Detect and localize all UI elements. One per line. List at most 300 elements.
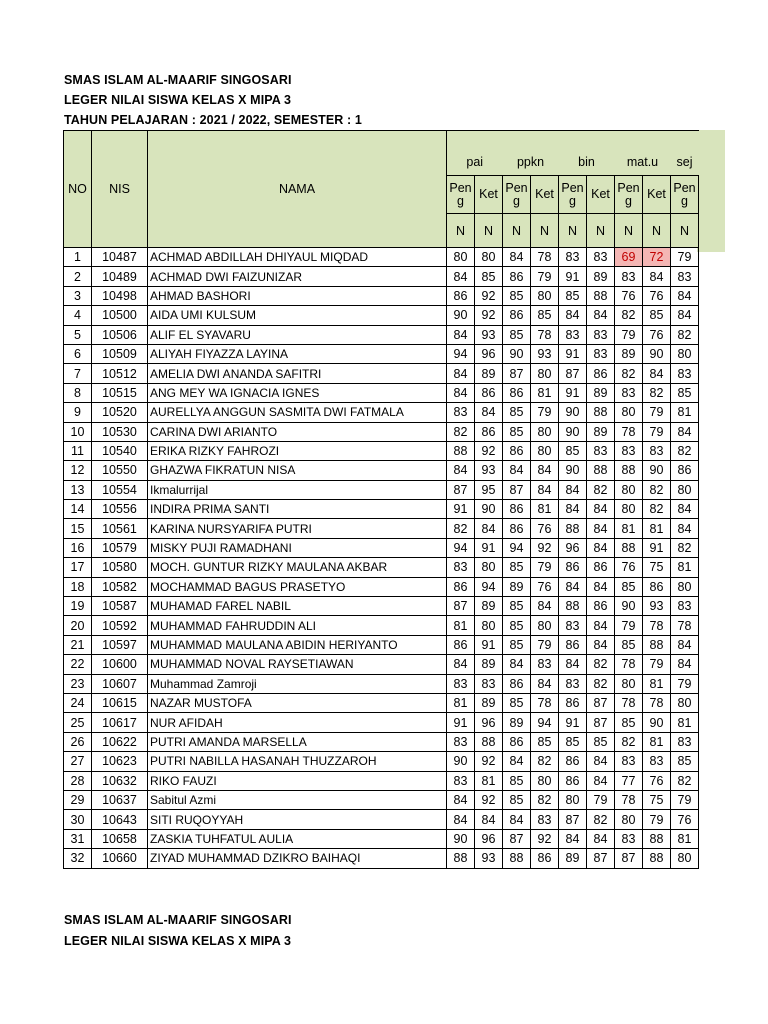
score-cell: 83: [587, 248, 615, 267]
row-no: 15: [64, 519, 92, 538]
row-nama: MUHAMMAD FAHRUDDIN ALI: [148, 616, 447, 635]
score-cell: 88: [643, 829, 671, 848]
row-nama: MOCHAMMAD BAGUS PRASETYO: [148, 577, 447, 596]
score-cell: 84: [531, 461, 559, 480]
score-cell: 88: [447, 441, 475, 460]
row-no: 4: [64, 306, 92, 325]
score-cell: 80: [531, 422, 559, 441]
score-cell: 77: [615, 771, 643, 790]
score-cell: 83: [643, 752, 671, 771]
subject-pai: pai: [447, 149, 503, 176]
score-cell: 84: [587, 519, 615, 538]
score-cell: 86: [503, 306, 531, 325]
col-header-peng: Pen g: [615, 176, 643, 214]
score-cell: 84: [447, 267, 475, 286]
score-cell: 84: [447, 790, 475, 809]
table-row: [64, 713, 699, 732]
score-cell: 82: [643, 500, 671, 519]
row-no: 22: [64, 655, 92, 674]
score-cell: 87: [447, 480, 475, 499]
row-no: 1: [64, 248, 92, 267]
score-cell: 84: [447, 461, 475, 480]
score-cell: 76: [643, 771, 671, 790]
score-cell: 84: [503, 810, 531, 829]
table-row: [64, 422, 699, 441]
score-cell: 86: [503, 383, 531, 402]
col-header-ket: Ket: [587, 176, 615, 214]
row-nis: 10520: [92, 403, 148, 422]
table-row: [64, 441, 699, 460]
row-nama: AMELIA DWI ANANDA SAFITRI: [148, 364, 447, 383]
row-no: 17: [64, 558, 92, 577]
score-cell: 91: [559, 344, 587, 363]
row-nis: 10615: [92, 693, 148, 712]
score-cell: 84: [643, 267, 671, 286]
score-cell: 92: [475, 752, 503, 771]
row-no: 27: [64, 752, 92, 771]
score-cell: 83: [531, 655, 559, 674]
score-cell: 79: [671, 248, 699, 267]
score-cell: 83: [531, 810, 559, 829]
row-nis: 10509: [92, 344, 148, 363]
table-row: [64, 403, 699, 422]
score-cell: 82: [671, 325, 699, 344]
row-nama: ERIKA RIZKY FAHROZI: [148, 441, 447, 460]
row-nis: 10489: [92, 267, 148, 286]
table-row: [64, 655, 699, 674]
score-cell: 80: [531, 441, 559, 460]
row-nis: 10579: [92, 538, 148, 557]
score-cell: 83: [643, 441, 671, 460]
row-nama: CARINA DWI ARIANTO: [148, 422, 447, 441]
row-no: 7: [64, 364, 92, 383]
score-cell: 84: [531, 480, 559, 499]
score-cell: 84: [559, 500, 587, 519]
score-cell: 90: [559, 403, 587, 422]
score-cell: 82: [615, 732, 643, 751]
score-cell: 80: [671, 849, 699, 868]
score-cell: 86: [559, 693, 587, 712]
score-cell: 88: [559, 597, 587, 616]
score-cell: 84: [587, 306, 615, 325]
score-cell: 72: [643, 248, 671, 267]
row-no: 23: [64, 674, 92, 693]
score-cell: 84: [587, 577, 615, 596]
score-cell: 80: [559, 790, 587, 809]
score-cell: 92: [475, 286, 503, 305]
score-cell: 87: [587, 849, 615, 868]
score-cell: 75: [643, 790, 671, 809]
score-cell: 83: [587, 325, 615, 344]
score-cell: 81: [475, 771, 503, 790]
score-cell: 80: [615, 403, 643, 422]
score-cell: 86: [559, 771, 587, 790]
score-cell: 79: [615, 325, 643, 344]
table-row: [64, 732, 699, 751]
score-cell: 79: [531, 635, 559, 654]
score-cell: 82: [587, 480, 615, 499]
score-cell: 88: [615, 538, 643, 557]
score-cell: 76: [531, 577, 559, 596]
score-cell: 83: [615, 829, 643, 848]
grade-table: [63, 130, 699, 869]
row-nis: 10607: [92, 674, 148, 693]
table-row: [64, 267, 699, 286]
score-cell: 90: [503, 344, 531, 363]
score-cell: 76: [615, 558, 643, 577]
row-nis: 10540: [92, 441, 148, 460]
score-cell: 88: [643, 635, 671, 654]
row-nama: ACHMAD ABDILLAH DHIYAUL MIQDAD: [148, 248, 447, 267]
table-row: [64, 829, 699, 848]
col-header-peng: Pen g: [447, 176, 475, 214]
score-cell: 90: [475, 500, 503, 519]
col-header-no: NO: [64, 131, 92, 248]
score-cell: 81: [615, 519, 643, 538]
score-cell: 78: [615, 693, 643, 712]
score-cell: 86: [503, 267, 531, 286]
score-cell: 85: [615, 713, 643, 732]
score-cell: 89: [587, 267, 615, 286]
row-nama: Muhammad Zamroji: [148, 674, 447, 693]
score-cell: 89: [503, 713, 531, 732]
score-cell: 89: [587, 383, 615, 402]
score-cell: 85: [615, 635, 643, 654]
score-cell: 84: [671, 422, 699, 441]
row-no: 19: [64, 597, 92, 616]
score-cell: 87: [587, 693, 615, 712]
score-cell: 88: [587, 286, 615, 305]
score-cell: 83: [559, 674, 587, 693]
score-cell: 88: [615, 461, 643, 480]
score-cell: 76: [643, 286, 671, 305]
score-cell: 94: [531, 713, 559, 732]
row-no: 2: [64, 267, 92, 286]
score-cell: 84: [587, 829, 615, 848]
row-no: 11: [64, 441, 92, 460]
score-cell: 90: [643, 461, 671, 480]
row-nama: NAZAR MUSTOFA: [148, 693, 447, 712]
cut-off-header-fill: [697, 130, 725, 252]
score-cell: 86: [447, 286, 475, 305]
score-cell: 85: [643, 306, 671, 325]
score-cell: 86: [559, 558, 587, 577]
score-cell: 85: [531, 732, 559, 751]
score-cell: 96: [475, 829, 503, 848]
score-cell: 80: [475, 616, 503, 635]
score-cell: 80: [615, 674, 643, 693]
score-cell: 83: [559, 325, 587, 344]
score-cell: 85: [559, 441, 587, 460]
score-cell: 79: [615, 616, 643, 635]
col-header-ket: Ket: [475, 176, 503, 214]
row-nama: NUR AFIDAH: [148, 713, 447, 732]
score-cell: 78: [615, 655, 643, 674]
score-cell: 83: [447, 732, 475, 751]
score-cell: 89: [587, 422, 615, 441]
row-nis: 10623: [92, 752, 148, 771]
score-cell: 90: [447, 306, 475, 325]
score-cell: 86: [587, 558, 615, 577]
table-row: [64, 558, 699, 577]
table-row: [64, 771, 699, 790]
row-nama: ALIYAH FIYAZZA LAYINA: [148, 344, 447, 363]
col-header-ket: Ket: [643, 176, 671, 214]
score-cell: 80: [671, 344, 699, 363]
score-cell: 81: [447, 693, 475, 712]
table-row: [64, 383, 699, 402]
score-cell: 82: [531, 790, 559, 809]
row-nis: 10582: [92, 577, 148, 596]
col-header-n: N: [475, 214, 503, 248]
score-cell: 80: [447, 248, 475, 267]
score-cell: 84: [475, 403, 503, 422]
score-cell: 84: [587, 635, 615, 654]
col-header-peng: Pen g: [559, 176, 587, 214]
score-cell: 84: [671, 635, 699, 654]
row-no: 6: [64, 344, 92, 363]
score-cell: 83: [615, 383, 643, 402]
score-cell: 78: [531, 248, 559, 267]
score-cell: 94: [447, 344, 475, 363]
score-cell: 85: [503, 558, 531, 577]
score-cell: 84: [587, 500, 615, 519]
score-cell: 91: [559, 383, 587, 402]
score-cell: 90: [559, 461, 587, 480]
score-cell: 88: [643, 849, 671, 868]
score-cell: 88: [447, 849, 475, 868]
score-cell: 85: [503, 325, 531, 344]
score-cell: 84: [559, 829, 587, 848]
score-cell: 84: [559, 655, 587, 674]
col-header-n: N: [447, 214, 475, 248]
score-cell: 84: [447, 383, 475, 402]
row-nis: 10550: [92, 461, 148, 480]
score-cell: 93: [475, 325, 503, 344]
score-cell: 83: [615, 267, 643, 286]
score-cell: 91: [559, 713, 587, 732]
score-cell: 90: [447, 752, 475, 771]
score-cell: 82: [643, 480, 671, 499]
school-name: SMAS ISLAM AL-MAARIF SINGOSARI: [64, 73, 292, 87]
table-row: [64, 810, 699, 829]
score-cell: 84: [587, 538, 615, 557]
table-row: [64, 538, 699, 557]
score-cell: 87: [559, 810, 587, 829]
score-cell: 87: [559, 364, 587, 383]
score-cell: 80: [671, 480, 699, 499]
row-no: 8: [64, 383, 92, 402]
score-cell: 84: [447, 364, 475, 383]
score-cell: 78: [643, 616, 671, 635]
score-cell: 89: [559, 849, 587, 868]
score-cell: 92: [531, 829, 559, 848]
row-no: 20: [64, 616, 92, 635]
row-nama: MISKY PUJI RAMADHANI: [148, 538, 447, 557]
score-cell: 79: [531, 267, 559, 286]
score-cell: 84: [559, 306, 587, 325]
score-cell: 96: [475, 713, 503, 732]
row-nama: MUHAMMAD MAULANA ABIDIN HERIYANTO: [148, 635, 447, 654]
row-no: 10: [64, 422, 92, 441]
score-cell: 81: [671, 403, 699, 422]
score-cell: 86: [447, 635, 475, 654]
score-cell: 93: [475, 849, 503, 868]
score-cell: 84: [503, 752, 531, 771]
score-cell: 90: [447, 829, 475, 848]
score-cell: 85: [503, 597, 531, 616]
score-cell: 79: [643, 403, 671, 422]
score-cell: 80: [475, 248, 503, 267]
score-cell: 86: [531, 849, 559, 868]
row-no: 16: [64, 538, 92, 557]
score-cell: 90: [615, 597, 643, 616]
row-no: 30: [64, 810, 92, 829]
col-header-n: N: [531, 214, 559, 248]
score-cell: 76: [643, 325, 671, 344]
score-cell: 84: [587, 752, 615, 771]
score-cell: 80: [531, 364, 559, 383]
score-cell: 79: [643, 422, 671, 441]
score-cell: 83: [559, 616, 587, 635]
row-nama: MUHAMAD FAREL NABIL: [148, 597, 447, 616]
row-nis: 10587: [92, 597, 148, 616]
score-cell: 87: [587, 713, 615, 732]
score-cell: 69: [615, 248, 643, 267]
score-cell: 84: [447, 655, 475, 674]
row-nama: PUTRI NABILLA HASANAH THUZZAROH: [148, 752, 447, 771]
row-nama: ACHMAD DWI FAIZUNIZAR: [148, 267, 447, 286]
score-cell: 88: [559, 519, 587, 538]
score-cell: 81: [671, 829, 699, 848]
row-nama: ZIYAD MUHAMMAD DZIKRO BAIHAQI: [148, 849, 447, 868]
score-cell: 85: [559, 732, 587, 751]
score-cell: 89: [615, 344, 643, 363]
score-cell: 82: [447, 422, 475, 441]
row-no: 29: [64, 790, 92, 809]
score-cell: 86: [587, 597, 615, 616]
row-nis: 10632: [92, 771, 148, 790]
row-no: 32: [64, 849, 92, 868]
score-cell: 85: [671, 383, 699, 402]
score-cell: 80: [671, 693, 699, 712]
row-nama: SITI RUQOYYAH: [148, 810, 447, 829]
row-no: 9: [64, 403, 92, 422]
row-no: 28: [64, 771, 92, 790]
score-cell: 78: [615, 422, 643, 441]
row-nama: PUTRI AMANDA MARSELLA: [148, 732, 447, 751]
score-cell: 85: [503, 286, 531, 305]
score-cell: 78: [531, 325, 559, 344]
row-no: 18: [64, 577, 92, 596]
table-row: [64, 597, 699, 616]
col-header-n: N: [671, 214, 699, 248]
row-nis: 10512: [92, 364, 148, 383]
col-header-nama: NAMA: [148, 131, 447, 248]
score-cell: 90: [643, 713, 671, 732]
row-nama: ANG MEY WA IGNACIA IGNES: [148, 383, 447, 402]
score-cell: 83: [615, 752, 643, 771]
score-cell: 84: [643, 364, 671, 383]
row-no: 12: [64, 461, 92, 480]
row-nama: MUHAMMAD NOVAL RAYSETIAWAN: [148, 655, 447, 674]
score-cell: 93: [643, 597, 671, 616]
score-cell: 88: [587, 403, 615, 422]
row-no: 14: [64, 500, 92, 519]
row-nis: 10637: [92, 790, 148, 809]
col-header-n: N: [559, 214, 587, 248]
report-title: LEGER NILAI SISWA KELAS X MIPA 3: [64, 93, 292, 107]
score-cell: 83: [559, 248, 587, 267]
score-cell: 89: [475, 693, 503, 712]
score-cell: 89: [475, 655, 503, 674]
score-cell: 81: [671, 558, 699, 577]
table-row: [64, 693, 699, 712]
score-cell: 85: [559, 286, 587, 305]
score-cell: 92: [475, 790, 503, 809]
score-cell: 84: [559, 480, 587, 499]
score-cell: 86: [503, 441, 531, 460]
row-nama: Ikmalurrijal: [148, 480, 447, 499]
score-cell: 94: [447, 538, 475, 557]
subject-sej: sej: [671, 149, 699, 176]
score-cell: 85: [503, 403, 531, 422]
score-cell: 84: [671, 306, 699, 325]
score-cell: 81: [447, 616, 475, 635]
score-cell: 83: [475, 674, 503, 693]
score-cell: 85: [615, 577, 643, 596]
score-cell: 76: [615, 286, 643, 305]
academic-year: TAHUN PELAJARAN : 2021 / 2022, SEMESTER : 1: [64, 113, 362, 127]
score-cell: 85: [503, 790, 531, 809]
score-cell: 84: [503, 655, 531, 674]
table-row: [64, 286, 699, 305]
score-cell: 84: [559, 577, 587, 596]
row-no: 21: [64, 635, 92, 654]
score-cell: 79: [643, 655, 671, 674]
score-cell: 78: [671, 616, 699, 635]
score-cell: 82: [531, 752, 559, 771]
col-header-nis: NIS: [92, 131, 148, 248]
score-cell: 81: [643, 519, 671, 538]
score-cell: 85: [503, 635, 531, 654]
score-cell: 85: [671, 752, 699, 771]
score-cell: 85: [503, 771, 531, 790]
score-cell: 86: [559, 635, 587, 654]
score-cell: 75: [643, 558, 671, 577]
row-no: 31: [64, 829, 92, 848]
row-nis: 10658: [92, 829, 148, 848]
score-cell: 89: [503, 577, 531, 596]
score-cell: 83: [587, 441, 615, 460]
score-cell: 80: [531, 616, 559, 635]
row-nis: 10506: [92, 325, 148, 344]
score-cell: 83: [447, 771, 475, 790]
row-nama: KARINA NURSYARIFA PUTRI: [148, 519, 447, 538]
row-no: 5: [64, 325, 92, 344]
score-cell: 80: [671, 577, 699, 596]
score-cell: 84: [531, 674, 559, 693]
score-cell: 96: [559, 538, 587, 557]
score-cell: 87: [503, 480, 531, 499]
table-row: [64, 364, 699, 383]
score-cell: 87: [615, 849, 643, 868]
table-row: [64, 635, 699, 654]
col-header-ket: Ket: [531, 176, 559, 214]
score-cell: 83: [671, 364, 699, 383]
table-row: [64, 325, 699, 344]
subject-ppkn: ppkn: [503, 149, 559, 176]
